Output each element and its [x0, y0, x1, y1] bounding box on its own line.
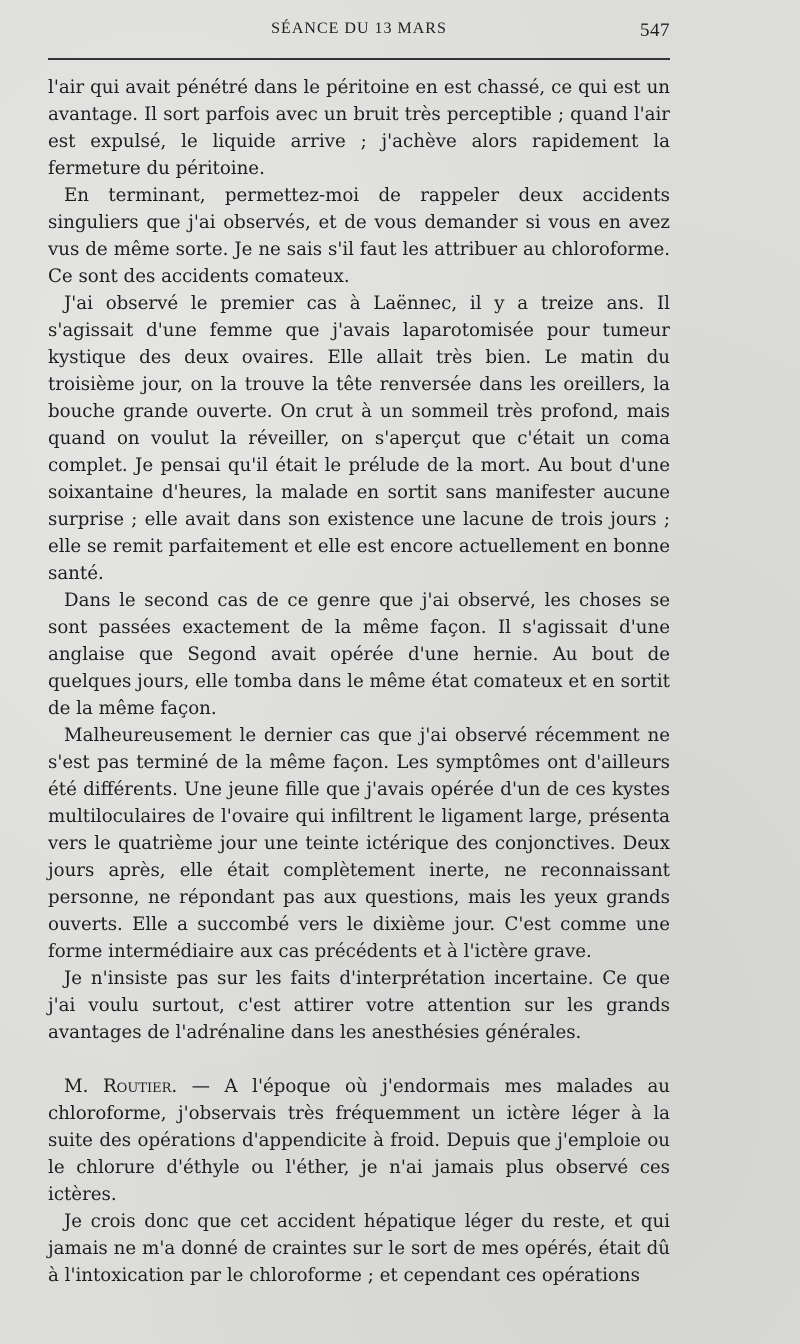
- running-title: SÉANCE DU 13 MARS: [271, 20, 447, 37]
- paragraph-continuation: l'air qui avait pénétré dans le péritoine en est chassé, ce qui est un avantage. Il sort parfois avec un bruit très perceptible ; quand l'air est expulsé, le liquide arrive ; j'achève alors rapidement la fermeture du péritoine.: [48, 77, 670, 179]
- paragraph-coma-intro: En terminant, permettez-moi de rappeler deux accidents singuliers que j'ai observés, et de vous demander si vous en avez vus de même sorte. Je ne sais s'il faut les attribuer au chloroforme. Ce sont des accidents comateux.: [48, 185, 670, 287]
- page-number: 547: [640, 20, 670, 41]
- paragraph-routier: [48, 1073, 670, 1208]
- paragraph-first-case: J'ai observé le premier cas à Laënnec, il y a treize ans. Il s'agissait d'une femme que j'avais laparotomisée pour tumeur kystique des deux ovaires. Elle allait très bien. Le matin du troisième jour, on la trouve la tête renversée dans les oreillers, la bouche grande ouverte. On crut à un sommeil très profond, mais quand on voulut la réveiller, on s'aperçut que c'était un coma complet. Je pensai qu'il était le prélude de la mort. Au bout d'une soixantaine d'heures, la malade en sortit sans manifester aucune surprise ; elle avait dans son existence une lacune de trois jours ; elle se remit parfaitement et elle est encore actuellement en bonne santé.: [48, 293, 670, 584]
- body-text: [48, 74, 670, 1289]
- paragraph-conclusion: Je n'insiste pas sur les faits d'interprétation incertaine. Ce que j'ai voulu surtout, c'est attirer votre attention sur les grands avantages de l'adrénaline dans les anesthésies générales.: [48, 968, 670, 1043]
- paragraph-third-case: Malheureusement le dernier cas que j'ai observé récemment ne s'est pas terminé de la même façon. Les symptômes ont d'ailleurs été différents. Une jeune fille que j'avais opérée d'un de ces kystes multiloculaires de l'ovaire qui infiltrent le ligament large, présenta vers le quatrième jour une teinte ictérique des conjonctives. Deux jours après, elle était complètement inerte, ne reconnaissant personne, ne répondant pas aux questions, mais les yeux grands ouverts. Elle a succombé vers le dixième jour. C'est comme une forme intermédiaire aux cas précédents et à l'ictère grave.: [48, 725, 670, 962]
- header-rule: [48, 58, 670, 60]
- paragraph-second-case: Dans le second cas de ce genre que j'ai observé, les choses se sont passées exactement de la même façon. Il s'agissait d'une anglaise que Segond avait opérée d'une hernie. Au bout de quelques jours, elle tomba dans le même état comateux et en sortit de la même façon.: [48, 590, 670, 719]
- running-head: [48, 20, 670, 44]
- speaker-statement: — A l'époque où j'endormais mes malades au chloroforme, j'observais très fréquemment un ictère léger à la suite des opérations d'appendicite à froid. Depuis que j'emploie ou le chlorure d'éthyle ou l'éther, je n'ai jamais plus observé ces ictères.: [48, 1076, 671, 1205]
- speaker-name: M. Routier.: [64, 1076, 178, 1097]
- paragraph-routier-continued: Je crois donc que cet accident hépatique léger du reste, et qui jamais ne m'a donné de craintes sur le sort de mes opérés, était dû à l'intoxication par le chloroforme ; et cependant ces opérations: [48, 1211, 670, 1286]
